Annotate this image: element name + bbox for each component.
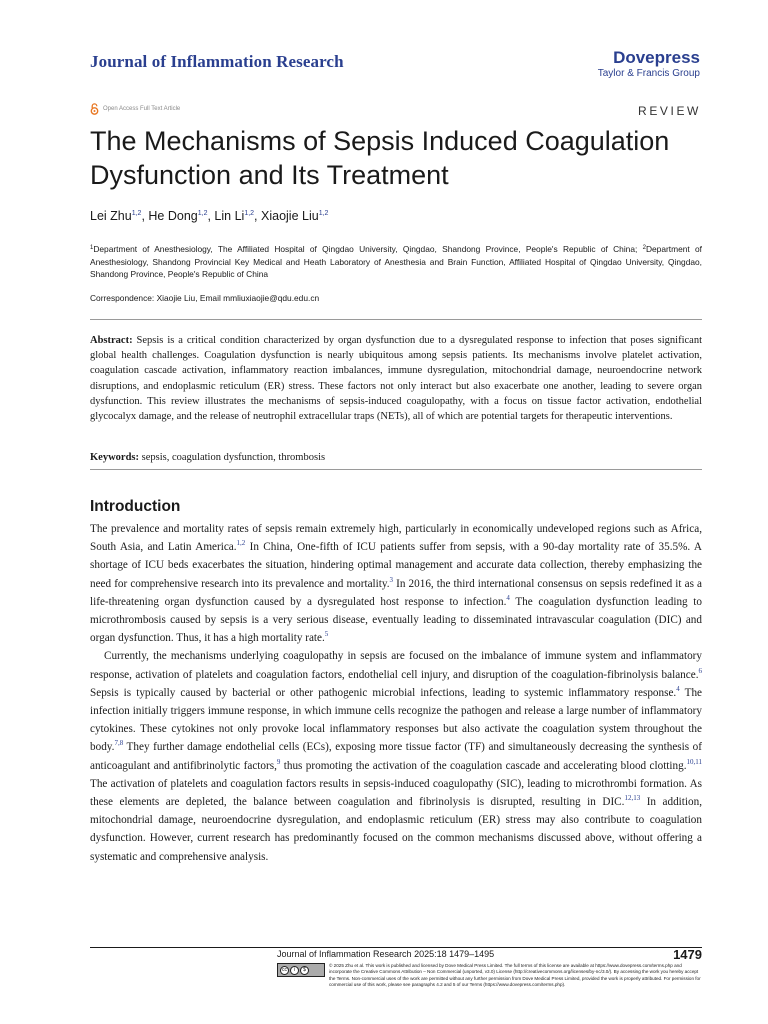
author-affiliation-marker: 1,2 [318, 210, 329, 217]
publisher-name: Dovepress [613, 48, 700, 67]
divider [90, 469, 702, 470]
paragraph: The prevalence and mortality rates of sepsis remain extremely high, particularly in economically undeveloped regions such as Africa, South Asia, and Latin America.$^{1,2}$ In China, One-fifth of ICU patients suffer from sepsis, with a 90-day mortality rate of 35.5%. A shortage of ICU beds exacerbates the situation, hindering optimal management and accurate data collection, thereby emphasizing the need for comprehensive research into its prevalence and mortality.$^3$ In 2016, the third international consensus on sepsis redefined it as a life-threatening organ dysfunction caused by a dysregulated host response to infection.$^4$ The coagulation dysfunction leading to microthrombosis caused by sepsis is a very serious disease, eventually leading to disseminated intravascular coagulation (DIC) and organ dysfunction. Thus, it has a high mortality rate.$^5$ [90, 523, 702, 645]
journal-title[interactable]: Journal of Inflammation Research [90, 52, 344, 71]
paragraph: Currently, the mechanisms underlying coagulopathy in sepsis are focused on the imbalance of immune system and inflammatory response, activation of platelets and coagulation factors, endothelial cell injury, and disruption of the coagulation-fibrinolysis balance.$^6$ Sepsis is typically caused by bacterial or other pathogenic microbial infections, leading to systemic inflammatory response.$^4$ The infection initially triggers immune response, in which immune cells recognize the pathogen and release a large number of inflammatory cytokines. These cytokines not only provoke local inflammatory responses but also activate the coagulation system throughout the body.$^{7,8}$ They further damage endothelial cells (ECs), exposing more tissue factor (TF) and simultaneously decreasing the synthesis of anticoagulant and antifibrinolytic factors,$^9$ thus promoting the activation of the coagulation cascade and accelerating blood clotting.$^{10,11}$ The activation of platelets and coagulation factors results in sepsis-induced coagulopathy (SIC), leading to microthrombi formation. As these elements are depleted, the balance between coagulation and fibrinolysis is disrupted, resulting in DIC.$^{12,13}$ In addition, mitochondrial damage, neuroendocrine dysregulation, and endoplasmic reticulum (ER) stress may also contribute to coagulation dysfunction. However, current research has predominantly focused on the common mechanisms discussed above, without offering a systematic and comprehensive analysis. [90, 650, 703, 863]
introduction-body [90, 520, 702, 866]
citation-link[interactable]: 12,13 [624, 794, 641, 803]
abstract-label: Abstract: [90, 335, 133, 346]
keywords-text: sepsis, coagulation dysfunction, thrombosis [139, 452, 326, 463]
citation-link[interactable]: 7,8 [114, 739, 124, 748]
citation-link[interactable]: 9 [276, 757, 281, 766]
author-name[interactable]: Lin Li [214, 209, 245, 223]
footer-citation[interactable]: Journal of Inflammation Research 2025:18 1479–1495 [277, 949, 495, 959]
author-affiliation-marker: 1,2 [244, 210, 255, 217]
section-heading: Introduction [90, 498, 181, 515]
author-name[interactable]: Xiaojie Liu [261, 209, 319, 223]
publisher-group: Taylor & Francis Group [597, 68, 700, 79]
author-list: Lei Zhu$^{1,2}$, He Dong$^{1,2}$, Lin Li$^{1,2}$, Xiaojie Liu$^{1,2}$ [90, 209, 329, 223]
affiliation-1: Department of Anesthesiology, The Affiliated Hospital of Qingdao University, Qingdao, Shandong Province, People's Republic of China; [93, 244, 643, 254]
creative-commons-icon[interactable]: cc i $ [277, 963, 325, 977]
affiliation-marker: 2 [642, 245, 646, 251]
keywords-label: Keywords: [90, 452, 139, 463]
correspondence: Correspondence: Xiaojie Liu, Email mmliuxiaojie@qdu.edu.cn [90, 293, 320, 303]
author-affiliation-marker: 1,2 [131, 210, 142, 217]
abstract [90, 333, 702, 424]
citation-link[interactable]: 4 [676, 684, 680, 693]
citation-link[interactable]: 3 [389, 575, 394, 584]
page-number: 1479 [673, 947, 702, 962]
citation-link[interactable]: 1,2 [236, 539, 246, 548]
author-name[interactable]: He Dong [148, 209, 198, 223]
keywords [90, 450, 702, 465]
author-affiliation-marker: 1,2 [197, 210, 208, 217]
affiliations [90, 242, 702, 281]
citation-link[interactable]: 6 [698, 666, 702, 675]
license-text: © 2025 Zhu et al. This work is published and licensed by Dove Medical Press Limited. The full terms of this license are available at https://www.dovepress.com/terms.php and incorporate the Creative Commons Attribution – Non Commercial (unported, v3.0) License (http://creativecommons.org/licenses/by-nc/3.0/). By accessing the work you hereby accept the Terms. Non-commercial uses of the work are permitted without any further permission from Dove Medical Press Limited, provided the work is properly attributed. For permission for commercial use of this work, please see paragraphs 4.2 and 5 of our Terms (https://www.dovepress.com/terms.php). [329, 963, 701, 988]
author-name[interactable]: Lei Zhu [90, 209, 132, 223]
citation-link[interactable]: 10,11 [686, 757, 703, 766]
affiliation-marker: 1 [90, 245, 94, 251]
affiliation-2: Department of Anesthesiology, Shandong Provincial Key Medical and Heath Laboratory of Anesthesia and Brain Function, Affiliated Hospital of Qingdao University, Qingdao, Shandong Province, People's Republic of China [90, 244, 702, 279]
citation-link[interactable]: 5 [324, 630, 329, 639]
open-access-label: Open Access Full Text Article [103, 106, 181, 112]
article-title: The Mechanisms of Sepsis Induced Coagulation Dysfunction and Its Treatment [90, 126, 670, 190]
divider [90, 319, 702, 320]
license-block [277, 963, 702, 989]
article-type: REVIEW [638, 104, 701, 118]
publisher-logo[interactable] [0, 48, 700, 81]
citation-link[interactable]: 4 [506, 593, 510, 602]
abstract-text: Sepsis is a critical condition characterized by organ dysfunction due to a dysregulated response to infection that poses significant global health challenges. Coagulation dysfunction is nearly ubiquitous among sepsis patients. Its mechanisms involve platelet activation, coagulation cascade activation, inflammatory reaction imbalances, immune dysregulation, mitochondrial damage, neuroendocrine network disruptions, and endoplasmic reticulum (ER) stress. These factors not only interact but also exacerbate one another, leading to severe organ dysfunction. This review illustrates the mechanisms of sepsis-induced coagulopathy, with a focus on tissue factor activation, endothelial glycocalyx damage, and the release of neutrophil extracellular traps (NETs), all of which are potential targets for therapeutic interventions. [90, 335, 702, 423]
